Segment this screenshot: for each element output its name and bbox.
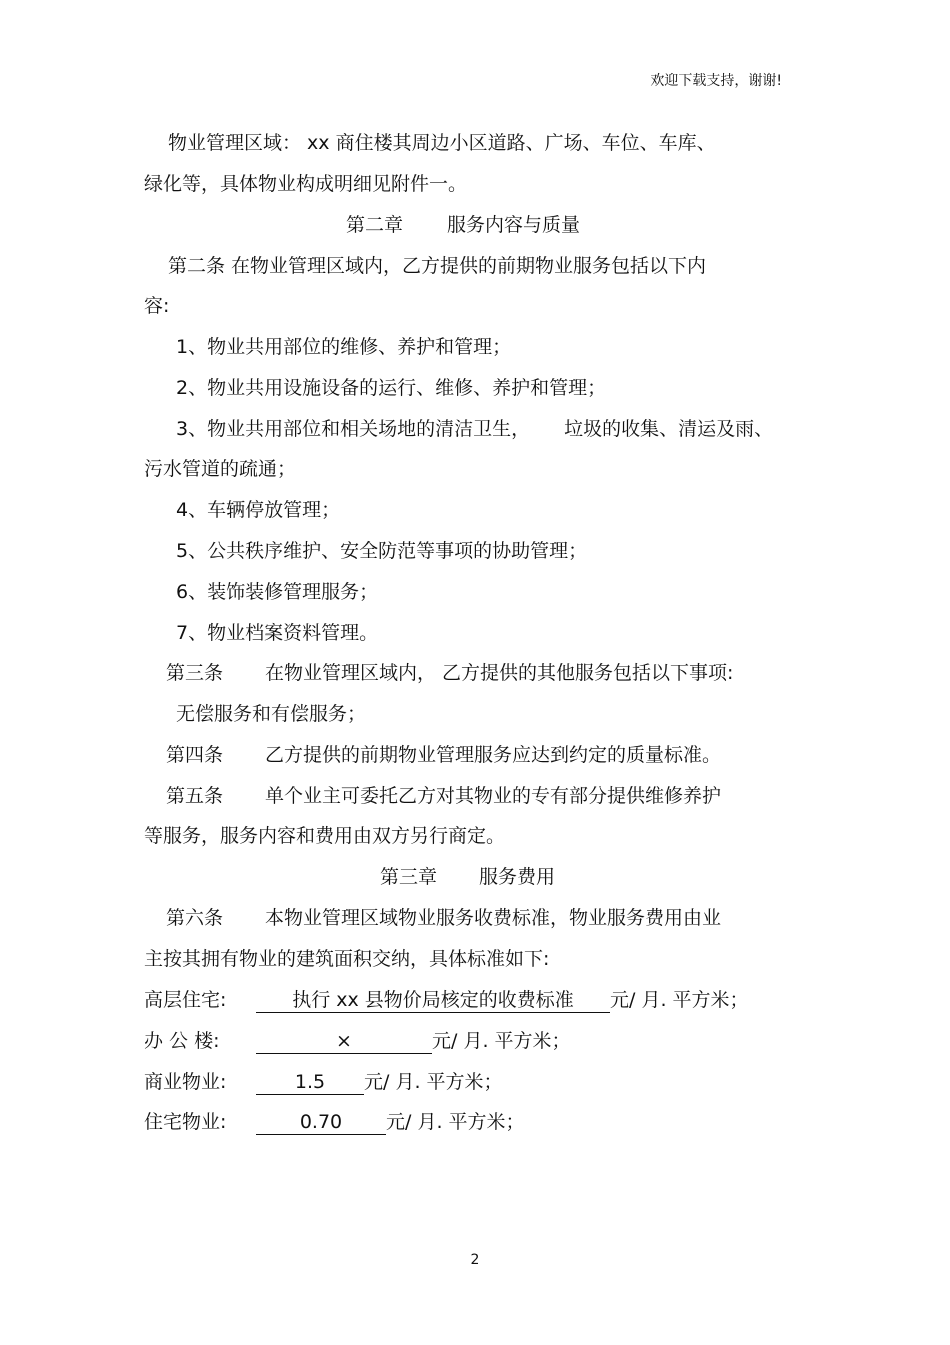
list-item — [176, 416, 773, 442]
article-5-line — [166, 783, 721, 809]
chapter-2-heading — [346, 212, 580, 238]
article-text: 乙方提供的前期物业管理服务应达到约定的质量标准。 — [265, 744, 722, 766]
article-number: 第四条 — [166, 744, 224, 766]
fee-label: 高层住宅: — [144, 989, 227, 1011]
list-item-part: 垃圾的收集、清运及雨、 — [564, 418, 774, 440]
article-number: 第六条 — [166, 907, 224, 929]
header-note: 欢迎下载支持，谢谢! — [650, 73, 782, 89]
article-4-line — [166, 742, 721, 768]
list-item: 2、物业共用设施设备的运行、维修、养护和管理； — [176, 377, 607, 399]
article-3-line — [166, 660, 733, 686]
article-text: 在物业管理区域内， 乙方提供的其他服务包括以下事项: — [265, 662, 734, 684]
fee-unit: 元/ 月. 平方米； — [432, 1030, 571, 1052]
fee-label: 商业物业: — [144, 1071, 227, 1093]
chapter-number: 第三章 — [380, 866, 438, 888]
paragraph-line: 绿化等，具体物业构成明细见附件一。 — [144, 173, 468, 195]
article-number: 第五条 — [166, 785, 224, 807]
fee-value: 执行 xx 县物价局核定的收费标准 — [256, 988, 610, 1013]
fee-unit: 元/ 月. 平方米； — [364, 1071, 503, 1093]
list-item: 6、装饰装修管理服务； — [176, 581, 379, 603]
fee-value: 1.5 — [256, 1070, 364, 1095]
fee-row-highrise — [144, 987, 749, 1013]
fee-unit: 元/ 月. 平方米； — [386, 1111, 525, 1133]
article-6-line: 主按其拥有物业的建筑面积交纳，具体标准如下: — [144, 948, 550, 970]
article-text: 本物业管理区域物业服务收费标准，物业服务费用由业 — [265, 907, 722, 929]
list-item: 4、车辆停放管理； — [176, 499, 341, 521]
chapter-title: 服务内容与质量 — [447, 214, 581, 236]
fee-label: 住宅物业: — [144, 1111, 227, 1133]
fee-row-residential — [144, 1109, 525, 1135]
article-2-line: 第二条 在物业管理区域内，乙方提供的前期物业服务包括以下内 — [168, 255, 707, 277]
fee-label: 办 公 楼: — [144, 1030, 220, 1052]
article-number: 第三条 — [166, 662, 224, 684]
fee-row-commercial — [144, 1069, 503, 1095]
fee-value: 0.70 — [256, 1110, 386, 1135]
chapter-title: 服务费用 — [479, 866, 556, 888]
paragraph-line: 物业管理区域： xx 商住楼其周边小区道路、广场、车位、车库、 — [168, 132, 716, 154]
page-number: 2 — [470, 1252, 480, 1268]
list-item: 1、物业共用部位的维修、养护和管理； — [176, 336, 512, 358]
fee-value: × — [256, 1029, 432, 1054]
article-6-line — [166, 905, 721, 931]
article-2-line: 容: — [144, 295, 170, 317]
article-3-line: 无偿服务和有偿服务； — [176, 703, 367, 725]
list-item-part: 3、物业共用部位和相关场地的清洁卫生， — [176, 418, 531, 440]
fee-row-office — [144, 1028, 571, 1054]
chapter-number: 第二章 — [346, 214, 404, 236]
chapter-3-heading — [380, 864, 555, 890]
article-text: 单个业主可委托乙方对其物业的专有部分提供维修养护 — [265, 785, 722, 807]
list-item: 5、公共秩序维护、安全防范等事项的协助管理； — [176, 540, 588, 562]
article-5-line: 等服务，服务内容和费用由双方另行商定。 — [144, 825, 506, 847]
list-item-continued: 污水管道的疏通； — [144, 458, 297, 480]
list-item: 7、物业档案资料管理。 — [176, 622, 379, 644]
fee-unit: 元/ 月. 平方米； — [610, 989, 749, 1011]
